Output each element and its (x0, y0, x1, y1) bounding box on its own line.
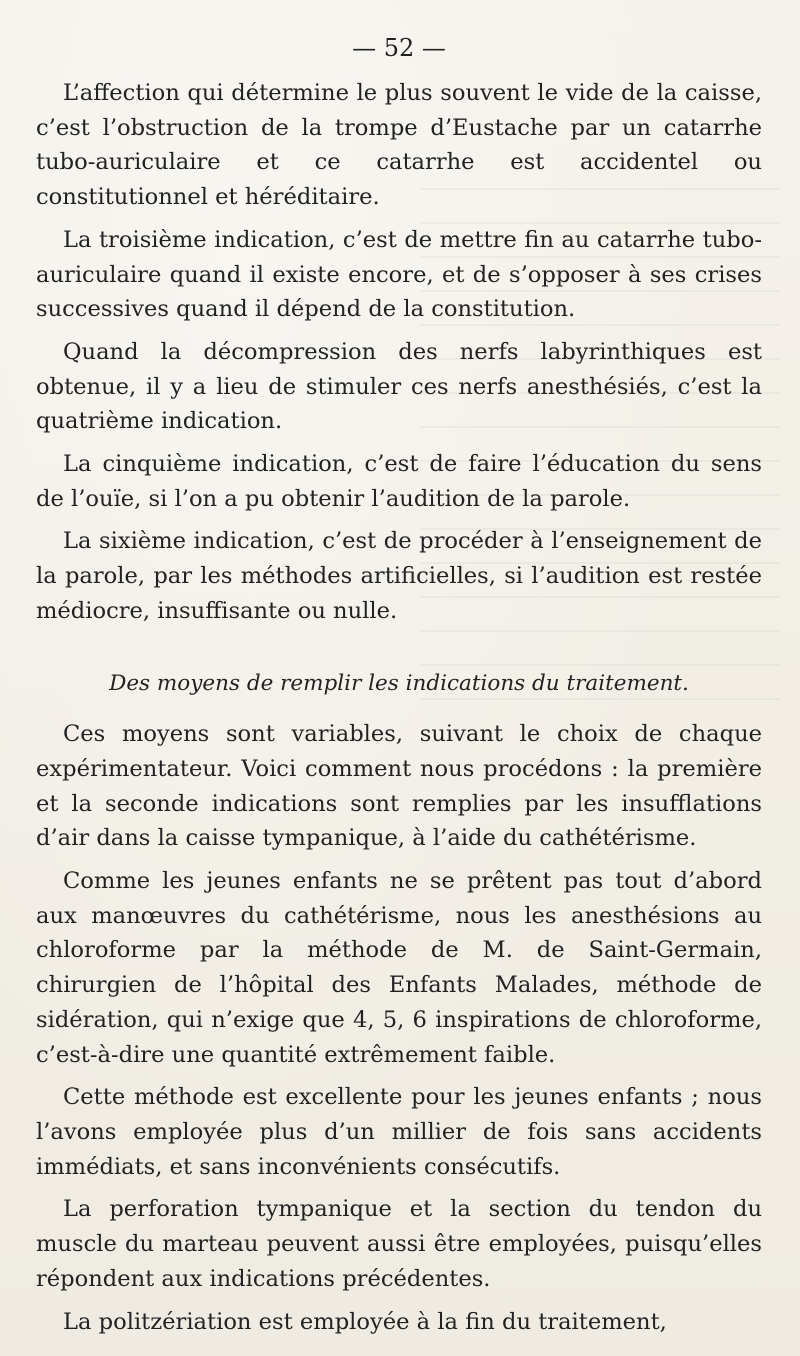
paragraph-troisieme-indication: La troisième indication, c’est de mettre fin au catarrhe tubo-auriculaire quand il existe encore, et de s’opposer à ses crises successives quand il dépend de la constitution. (36, 226, 762, 323)
paragraph-sixieme-indication: La sixième indication, c’est de procéder à l’enseignement de la parole, par les méthodes artificielles, si l’audition est restée médiocre, insuffisante ou nulle. (36, 528, 762, 624)
paragraph-quatrieme-indication: Quand la décompression des nerfs labyrinthiques est obtenue, il y a lieu de stimuler ces nerfs anesthésiés, c’est la quatrième indication. (36, 338, 762, 435)
paragraph-chloroforme: Comme les jeunes enfants ne se prêtent pas tout d’abord aux manœuvres du cathétérisme, nous les anesthésions au chloroforme par la méthode de M. de Saint-Germain, chirurgien de l’hôpital des Enfants Malades, méthode de sidération, qui n’exige que 4, 5, 6 inspirations de chloroforme, c’est-à-dire une quantité extrêmement faible. (36, 868, 762, 1068)
paragraph-vide-caisse: L’affection qui détermine le plus souvent le vide de la caisse, c’est l’obstruction de la trompe d’Eustache par un catarrhe tubo-auriculaire et ce catarrhe est accidentel ou constitutionnel et héréditaire. (36, 80, 762, 211)
section-heading: Des moyens de remplir les indications du traitement. (109, 670, 689, 696)
paragraph-cinquieme-indication: La cinquième indication, c’est de faire l’éducation du sens de l’ouïe, si l’on a pu obtenir l’audition de la parole. (36, 451, 762, 512)
page-number: — 52 — (352, 34, 446, 62)
page-content (36, 30, 762, 1347)
paragraph-moyens: Ces moyens sont variables, suivant le choix de chaque expérimentateur. Voici comment nous procédons : la première et la seconde indications sont remplies par les insufflations d’air dans la caisse tympanique, à l’aide du cathétérisme. (36, 721, 762, 852)
paragraph-politzeriation: La politzériation est employée à la fin du traitement, (63, 1308, 667, 1335)
paragraph-methode: Cette méthode est excellente pour les jeunes enfants ; nous l’avons employée plus d’un millier de fois sans accidents immédiats, et sans inconvénients consécutifs. (36, 1084, 762, 1180)
paragraph-perforation: La perforation tympanique et la section du tendon du muscle du marteau peuvent aussi être employées, puisqu’elles répondent aux indications précédentes. (36, 1196, 762, 1292)
